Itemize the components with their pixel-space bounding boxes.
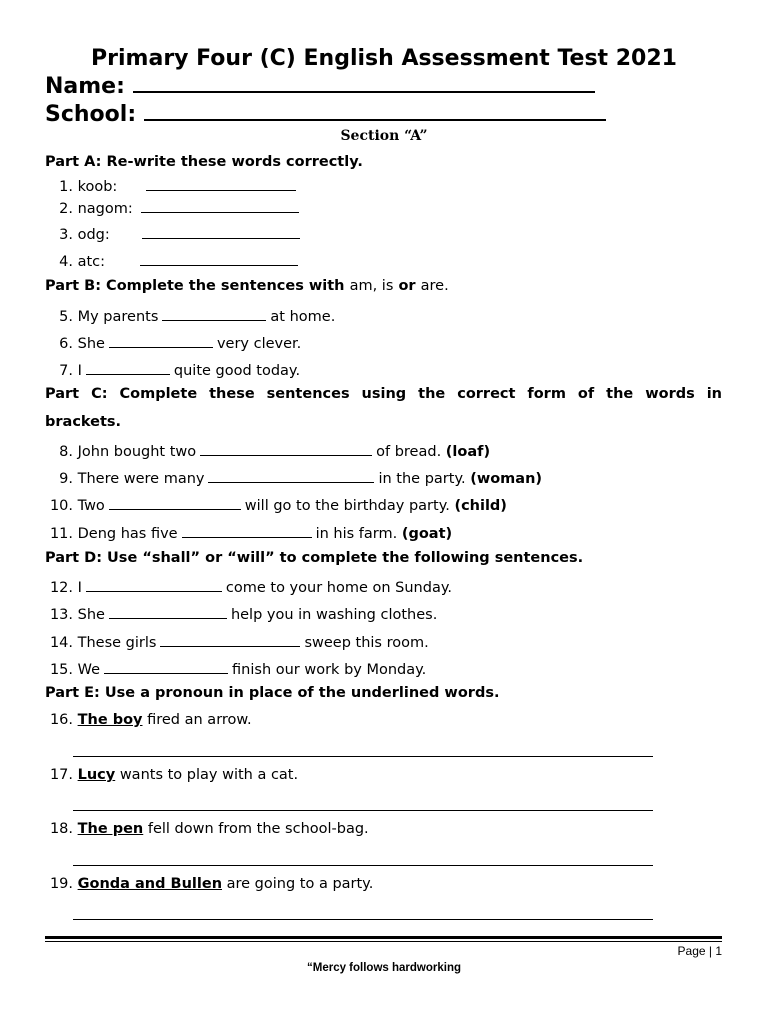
question-text-before: I — [77, 580, 82, 596]
page-number: Page | 1 — [677, 944, 722, 958]
answer-blank — [162, 306, 266, 321]
question-number: 17. — [49, 767, 73, 783]
word-hint: (woman) — [470, 471, 543, 487]
question-2 — [45, 198, 303, 217]
question-text-after: in the party. — [378, 471, 466, 487]
question-text-after: help you in washing clothes. — [230, 607, 438, 623]
question-number: 4. — [59, 254, 73, 270]
question-number: 16. — [49, 712, 73, 728]
question-text-after: very clever. — [216, 336, 302, 352]
underlined-words: Lucy — [77, 767, 116, 783]
question-text: fell down from the school-bag. — [147, 821, 369, 837]
question-number: 13. — [49, 607, 73, 623]
question-number: 15. — [49, 662, 73, 678]
question-11 — [45, 523, 452, 542]
answer-line — [73, 756, 653, 757]
question-19 — [45, 876, 373, 892]
answer-line — [73, 865, 653, 866]
question-6 — [45, 333, 301, 352]
question-9 — [45, 468, 542, 487]
question-16 — [45, 712, 252, 728]
question-text-after: sweep this room. — [304, 635, 429, 651]
part-a-heading: Part A: Re-write these words correctly. — [45, 154, 363, 170]
answer-blank — [141, 198, 299, 213]
answer-line — [73, 919, 653, 920]
question-7 — [45, 360, 300, 379]
question-text-after: come to your home on Sunday. — [225, 580, 452, 596]
question-text: are going to a party. — [226, 876, 374, 892]
answer-blank — [140, 251, 298, 266]
part-e-heading: Part E: Use a pronoun in place of the underlined words. — [45, 685, 500, 701]
question-13 — [45, 604, 437, 623]
question-number: 10. — [49, 498, 73, 514]
question-text: koob: — [77, 179, 118, 195]
underlined-words: Gonda and Bullen — [77, 876, 223, 892]
name-field — [45, 73, 595, 99]
question-text-before: Deng has five — [77, 526, 178, 542]
question-text-before: Two — [77, 498, 105, 514]
question-number: 3. — [59, 227, 73, 243]
question-17 — [45, 767, 298, 783]
name-blank-line — [133, 73, 595, 93]
question-15 — [45, 659, 426, 678]
page-title: Primary Four (C) English Assessment Test 2021 — [91, 46, 677, 71]
question-text-before: We — [77, 662, 101, 678]
underlined-words: The boy — [77, 712, 143, 728]
question-text: fired an arrow. — [147, 712, 252, 728]
school-label: School: — [45, 102, 137, 127]
question-8 — [45, 441, 490, 460]
answer-blank — [182, 523, 312, 538]
question-number: 19. — [49, 876, 73, 892]
answer-blank — [86, 360, 170, 375]
answer-blank — [86, 577, 222, 592]
school-field — [45, 101, 606, 127]
question-text-before: There were many — [77, 471, 205, 487]
footer-rule-thick — [45, 936, 722, 939]
question-text-before: She — [77, 336, 105, 352]
question-number: 8. — [59, 444, 73, 460]
question-number: 9. — [59, 471, 73, 487]
question-number: 1. — [59, 179, 73, 195]
name-label: Name: — [45, 74, 125, 99]
question-text: nagom: — [77, 201, 133, 217]
question-text-after: will go to the birthday party. — [244, 498, 450, 514]
answer-blank — [109, 495, 241, 510]
answer-line — [73, 810, 653, 811]
answer-blank — [109, 604, 227, 619]
part-c-heading-line2: brackets. — [45, 414, 122, 430]
question-text-after: quite good today. — [173, 363, 301, 379]
part-b-heading — [45, 278, 449, 294]
question-1 — [45, 176, 300, 195]
question-text-before: My parents — [77, 309, 159, 325]
question-4 — [45, 251, 302, 270]
part-b-heading-text: Part B: Complete the sentences with — [45, 278, 345, 294]
question-text-after: finish our work by Monday. — [232, 662, 427, 678]
question-14 — [45, 632, 429, 651]
answer-blank — [208, 468, 374, 483]
footer-motto: “Mercy follows hardworking — [307, 962, 461, 974]
part-c-heading-line1: Part C: Complete these sentences using the correct form of the words in — [45, 386, 722, 402]
answer-blank — [109, 333, 213, 348]
question-10 — [45, 495, 507, 514]
question-3 — [45, 224, 304, 243]
question-number: 7. — [59, 363, 73, 379]
question-number: 18. — [49, 821, 73, 837]
word-hint: (child) — [454, 498, 507, 514]
question-text: wants to play with a cat. — [119, 767, 299, 783]
answer-blank — [200, 441, 372, 456]
question-18 — [45, 821, 369, 837]
part-b-or: or — [398, 278, 416, 294]
school-blank-line — [144, 101, 606, 121]
question-number: 11. — [49, 526, 73, 542]
part-b-word-are: are. — [420, 278, 449, 294]
question-text: atc: — [77, 254, 106, 270]
part-b-word-am-is: am, is — [349, 278, 394, 294]
underlined-words: The pen — [77, 821, 144, 837]
question-number: 5. — [59, 309, 73, 325]
question-text: odg: — [77, 227, 110, 243]
question-text-before: These girls — [77, 635, 157, 651]
question-number: 6. — [59, 336, 73, 352]
question-text-before: I — [77, 363, 82, 379]
question-number: 2. — [59, 201, 73, 217]
question-5 — [45, 306, 335, 325]
answer-blank — [104, 659, 228, 674]
footer-rule-thin — [45, 941, 722, 942]
question-text-after: of bread. — [376, 444, 442, 460]
part-d-heading: Part D: Use “shall” or “will” to complete the following sentences. — [45, 550, 584, 566]
question-text-after: in his farm. — [315, 526, 398, 542]
question-number: 12. — [49, 580, 73, 596]
answer-blank — [142, 224, 300, 239]
answer-blank — [146, 176, 296, 191]
question-text-before: She — [77, 607, 105, 623]
question-12 — [45, 577, 452, 596]
section-heading: Section “A” — [340, 128, 428, 144]
word-hint: (goat) — [401, 526, 453, 542]
question-text-before: John bought two — [77, 444, 197, 460]
answer-blank — [160, 632, 300, 647]
question-text-after: at home. — [270, 309, 336, 325]
question-number: 14. — [49, 635, 73, 651]
word-hint: (loaf) — [445, 444, 491, 460]
